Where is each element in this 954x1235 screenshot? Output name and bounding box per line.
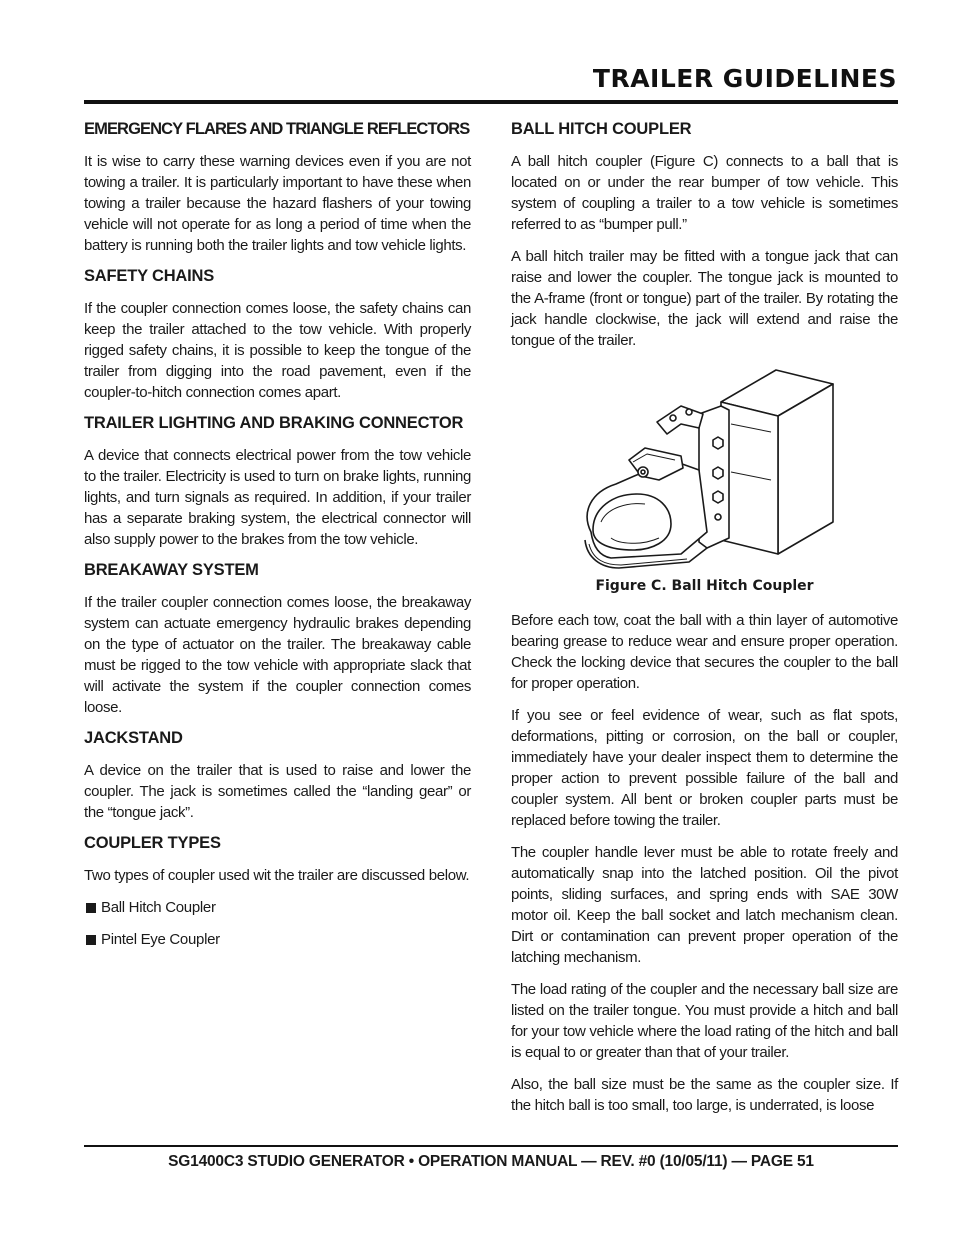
chains-text: If the coupler connection comes loose, the safety chains can keep the trailer attached to the tow vehicle. With properly rigged safety chains, it is possible to keep the tongue of the trailer from digging into the road pavement, even if the coupler-to-hitch connection comes apart. xyxy=(84,300,471,401)
ball-hitch-heading: BALL HITCH COUPLER xyxy=(511,120,692,138)
chains-heading: SAFETY CHAINS xyxy=(84,267,215,285)
left-column xyxy=(84,120,471,961)
square-bullet-icon xyxy=(86,935,96,945)
right-column xyxy=(511,120,898,1127)
ball-hitch-coupler-illustration xyxy=(571,362,841,574)
list-item-label: Pintel Eye Coupler xyxy=(101,931,220,948)
figure-c xyxy=(511,362,898,574)
maintenance-text-3: The coupler handle lever must be able to rotate freely and automatically snap into the latched position. Oil the pivot points, sliding surfaces, and spring ends with SAE 30W motor oil. Keep the ball socket and latch mechanism clean. Dirt or contamination can prevent proper operation of the latching mechanism. xyxy=(511,844,898,966)
ball-hitch-text-1: A ball hitch coupler (Figure C) connects to a ball that is located on or under the rear bumper of tow vehicle. This system of coupling a trailer to a tow vehicle is sometimes referred to as “bumper pull.” xyxy=(511,153,898,233)
lighting-heading: TRAILER LIGHTING AND BRAKING CONNECTOR xyxy=(84,414,464,432)
jackstand-text: A device on the trailer that is used to raise and lower the coupler. The jack is sometimes called the “landing gear” or the “tongue jack”. xyxy=(84,762,471,821)
list-item xyxy=(84,929,471,950)
ball-hitch-text-2: A ball hitch trailer may be fitted with a tongue jack that can raise and lower the coupler. The tongue jack is mounted to the A-frame (front or tongue) part of the trailer. By rotating the jack handle clockwise, the jack will extend and raise the tongue of the trailer. xyxy=(511,248,898,349)
maintenance-text-2: If you see or feel evidence of wear, such as flat spots, deformations, pitting or corrosion, on the ball or coupler, immediately have your dealer inspect them to determine the proper action to prevent possible failure of the ball and coupler system. All bent or broken coupler parts must be replaced before towing the trailer. xyxy=(511,707,898,829)
figure-caption: Figure C. Ball Hitch Coupler xyxy=(595,578,814,594)
coupler-types-list xyxy=(84,897,471,950)
list-item-label: Ball Hitch Coupler xyxy=(101,899,216,916)
header-rule xyxy=(84,100,898,104)
maintenance-text-5: Also, the ball size must be the same as the coupler size. If the hitch ball is too small, too large, is underrated, is loose xyxy=(511,1076,898,1114)
coupler-types-heading: COUPLER TYPES xyxy=(84,834,221,852)
page-title: TRAILER GUIDELINES xyxy=(592,64,897,93)
page-footer: SG1400C3 STUDIO GENERATOR • OPERATION MANUAL — REV. #0 (10/05/11) — PAGE 51 xyxy=(168,1153,814,1170)
square-bullet-icon xyxy=(86,903,96,913)
coupler-types-text: Two types of coupler used wit the trailer are discussed below. xyxy=(84,867,470,884)
flares-heading: EMERGENCY FLARES AND TRIANGLE REFLECTORS xyxy=(84,120,470,138)
lighting-text: A device that connects electrical power from the tow vehicle to the trailer. Electricity is used to turn on brake lights, running lights, and turn signals as required. In addition, if your trailer has a separate braking system, the electrical connector will also supply power to the brakes from the tow vehicle. xyxy=(84,447,471,548)
jackstand-heading: JACKSTAND xyxy=(84,729,183,747)
maintenance-text-1: Before each tow, coat the ball with a thin layer of automotive bearing grease to reduce wear and ensure proper operation. Check the locking device that secures the coupler to the ball for proper operation. xyxy=(511,612,898,692)
breakaway-text: If the trailer coupler connection comes loose, the breakaway system can actuate emergency hydraulic brakes depending on the type of actuator on the trailer. The breakaway cable must be rigged to the tow vehicle with appropriate slack that will activate the system if the coupler connection comes loose. xyxy=(84,594,471,716)
maintenance-text-4: The load rating of the coupler and the necessary ball size are listed on the trailer tongue. You must provide a hitch and ball for your tow vehicle where the load rating of the hitch and ball is equal to or greater than that of your trailer. xyxy=(511,981,898,1061)
list-item xyxy=(84,897,471,918)
breakaway-heading: BREAKAWAY SYSTEM xyxy=(84,561,259,579)
flares-text: It is wise to carry these warning devices even if you are not towing a trailer. It is particularly important to have these when towing a trailer because the hazard flashers of your towing vehicle will not operate for as long a period of time when the battery is running both the trailer lights and tow vehicle lights. xyxy=(84,153,471,254)
footer-rule xyxy=(84,1145,898,1147)
